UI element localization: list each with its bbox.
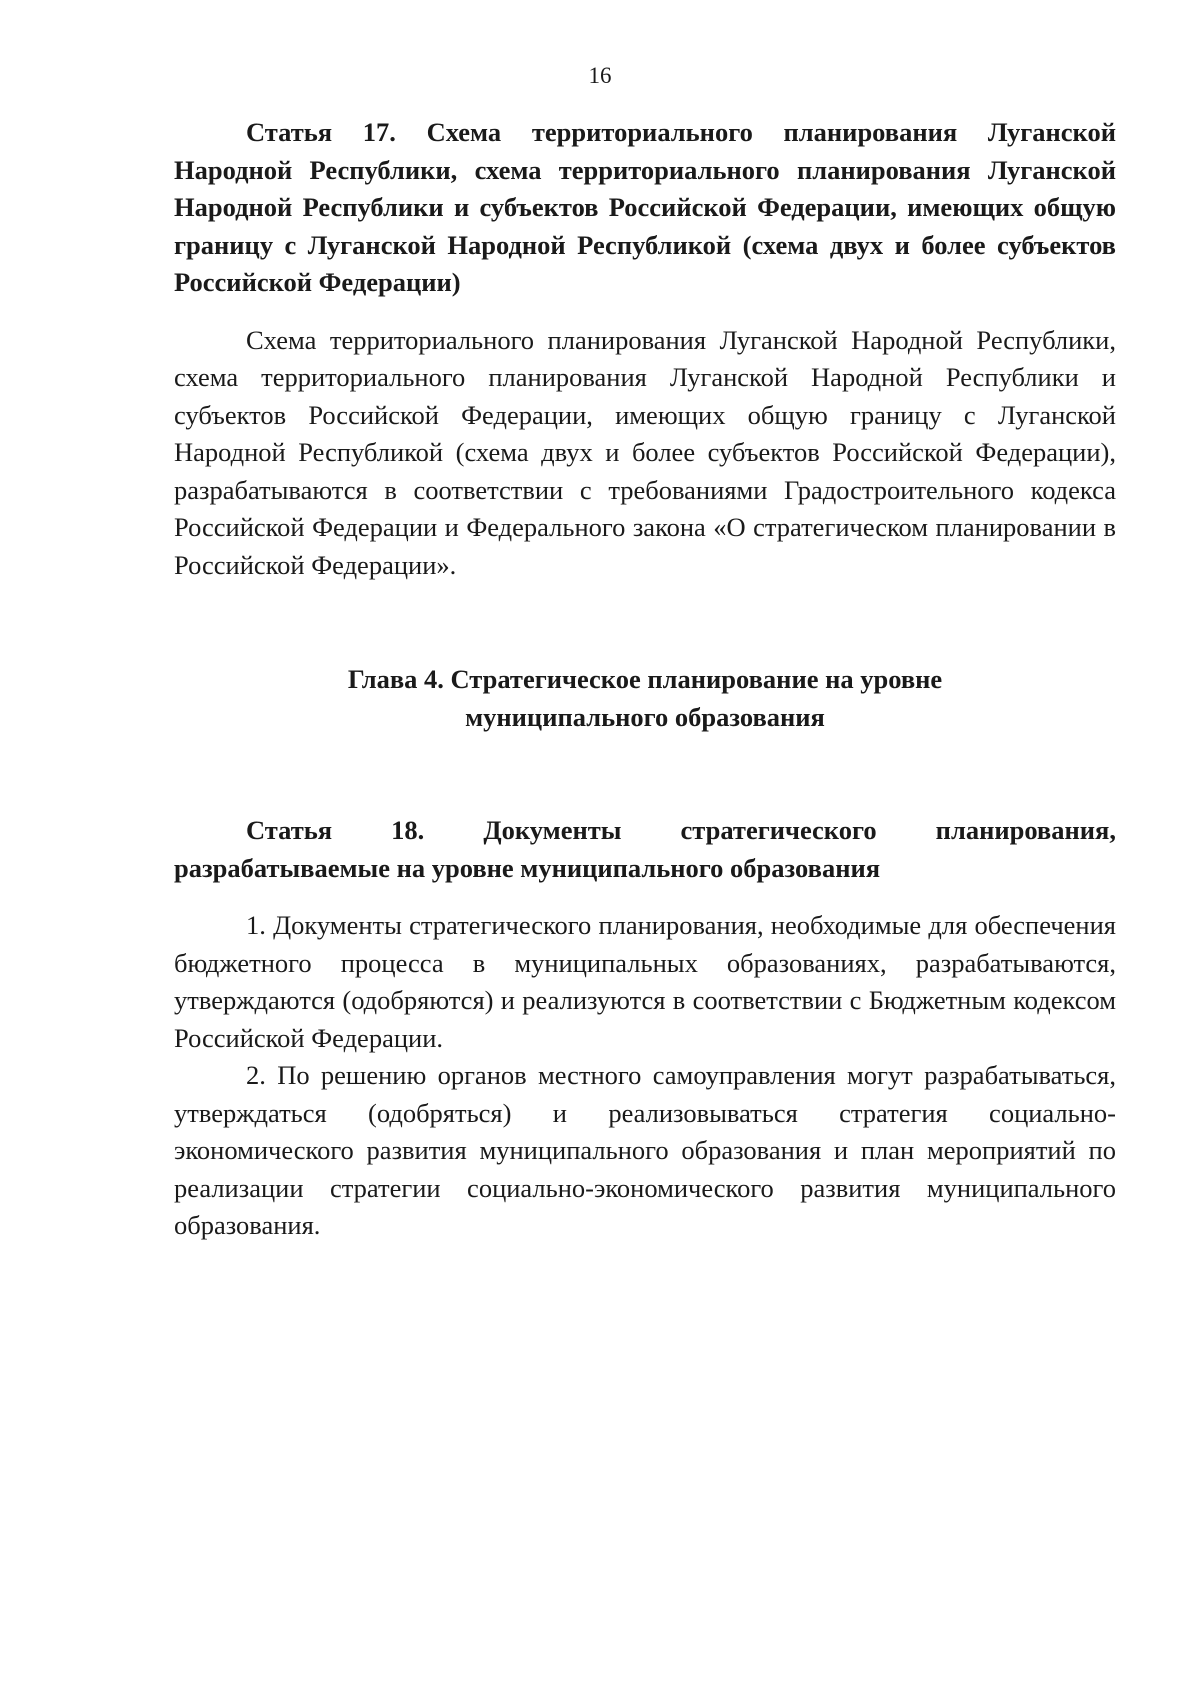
article-17-body: Схема территориального планирования Луганской Народной Республики, схема территориального планирования Луганской Народной Республики и субъектов Российской Федерации, имеющих общую границу с Луганской Народной Республикой (схема двух и более субъектов Российской Федерации), разрабатываются в соответствии с требованиями Градостроительного кодекса Российской Федерации и Федерального закона «О стратегическом планировании в Российской Федерации». — [174, 324, 1116, 580]
article-18-heading: Статья 18. Документы стратегического планирования, разрабатываемые на уровне муниципального образования — [174, 815, 1116, 883]
chapter-4-heading-line-1: Глава 4. Стратегическое планирование на уровне — [347, 664, 943, 694]
chapter-4-heading-line-2: муниципального образования — [465, 701, 825, 732]
article-17-heading: Статья 17. Схема территориального планирования Луганской Народной Республики, схема территориального планирования Луганской Народной Республики и субъектов Российской Федерации, имеющих общую границу с Луганской Народной Республикой (схема двух и более субъектов Российской Федерации) — [174, 117, 1116, 297]
document-content — [174, 114, 1116, 1245]
page-number: 16 — [588, 63, 612, 88]
chapter-4-heading — [174, 661, 1116, 736]
article-18-paragraph-2: 2. По решению органов местного самоуправления могут разрабатываться, утверждаться (одобряться) и реализовываться стратегия социально-экономического развития муниципального образования и план мероприятий по реализации стратегии социально-экономического развития муниципального образования. — [174, 1060, 1116, 1240]
article-18-paragraph-1: 1. Документы стратегического планирования, необходимые для обеспечения бюджетного процесса в муниципальных образованиях, разрабатываются, утверждаются (одобряются) и реализуются в соответствии с Бюджетным кодексом Российской Федерации. — [174, 910, 1116, 1053]
